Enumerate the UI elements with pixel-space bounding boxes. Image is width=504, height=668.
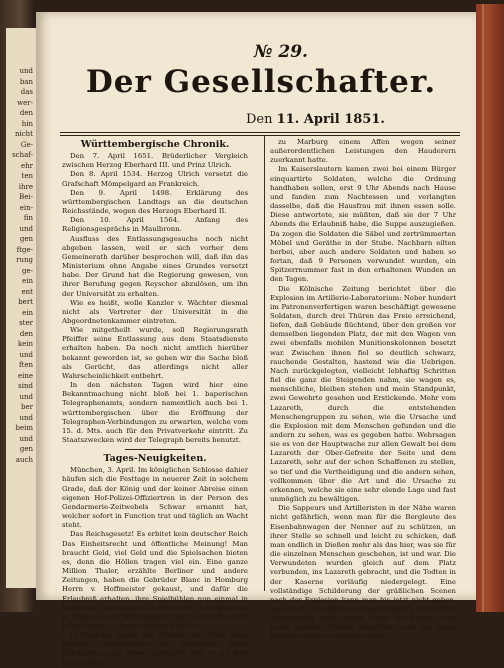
facing-page-fragment: sind [18,382,33,390]
facing-page-fragment: ein- [19,203,33,212]
facing-page-fragment: ihre [18,182,33,191]
newspaper-page [36,12,476,667]
article-paragraph: Die Sappeurs und Artilleristen in der Nähe waren nicht gefährlich, wenn man für die Bergleute des Eisenbahnwagen der Nenner auf zu schützen, an ihrer Stelle so schnell und leicht zu schicken, daß man endlich in Dießen mehr als das hier, was sie für die einzelnen Menschen geschehen, ist und war. Die Verwundeten wurden gleich auf dem Platz verbunden, ins Lazareth gebracht, und die Todten in der Kaserne vorläufig niedergelegt. Eine vollständige Schilderung der gräßlichen Scenen nach der Explosion kann man bis jetzt nicht geben, man weiß nur, daß viele unbeschreiblich schrecklich verstümmelt sind, indem ihnen die Kleider vom Leibe gerissen, Glieder abgetrennt und das ganze Gesicht schwarz verbrannt wurde. [270,504,456,641]
facing-page-fragment: ehr [21,161,33,170]
facing-page-fragment: und [19,392,33,401]
date-main: 11. April 1851. [276,112,385,127]
left-column [62,138,248,668]
article-paragraph: In den nächsten Tagen wird hier eine Bekanntmachung nicht bloß bei 1. baperischen Telegraphenamts, sondern namentlich auch bei 1. württembergischen über die Eröffnung der Telegraphen-Verbindungen zu erwarten, welche vom 15. d. Mts. auch für den Privatverkehr eintritt. Zu Staatszwecken wird der Telegraph bereits benutzt. [62,381,248,444]
article-paragraph: Im Kaiserslautern kamen zwei bei einem Bürger einquartirte Soldaten, welche die Ordnung handhaben sollen, erst 9 Uhr Abends nach Hause und fanden zum Nachtessen und verlangten dasselbe, daß die Hausfrau mit ihnen essen solle. Diese antwortete, sie müßten, daß sie der 7 Uhr Abends die Erlaubniß habe, die Suppe auszugießen. Da zogen die Soldaten die Säbel und zertrümmerten Möbel und Geräthe in der Stube. Nachbarn eilten herbei, aber auch andere Soldaten und haben so fortan, daß 9 Personen verwundet wurden, ein Spitzerrnummer fast in den erhaltenen Wunden an den Tagen. [270,165,456,284]
facing-page-fragment: und [19,413,33,422]
column-divider [264,136,265,591]
facing-page-fragment: und [19,434,33,443]
article-paragraph: Den 7. April 1651. Brüderlicher Vergleich zwischen Herzog Eberhard III. und Prinz Ulrich. [62,152,248,170]
facing-page-fragment: ban [19,77,33,86]
facing-page-fragment: bert [18,298,33,306]
facing-page-fragment: Ge- [20,140,33,149]
facing-page-fragment: den [19,329,33,338]
facing-page-fragment: und [19,224,33,233]
facing-page-fragment: Bei- [19,193,33,201]
right-column [270,138,456,642]
facing-page-fragment: ster [19,319,33,327]
article-paragraph: München, 3. April. Im königlichen Schlosse dahier häufen sich die Festtage in neuerer Zeit in solchem Grade, daß der König und der keiner Abreise einen eigenen Hof-Polizei-Offiziertren in der Person des Gendarmerie-Zeitwebels Schwar ernannt hat, welcher sofort in Function trat und täglich an Wacht steht. [62,466,248,530]
facing-page-fragment: ftge- [16,245,33,254]
facing-page-fragment: schaf- [12,151,33,159]
section-title-neuigkeiten: Tages-Neuigkeiten. [103,453,207,465]
facing-page-fragment: ein [22,308,33,317]
article-paragraph: Den 9. April 1498. Erklärung des württembergischen Landtags an die deutschen Reichsstände, wegen des Herzogs Eberhard II. [62,188,248,216]
facing-page-fragment: wer- [17,98,33,107]
header-rule-double [60,135,460,136]
facing-page-edge [6,28,36,588]
facing-page-fragment: beim [15,424,33,432]
date-prefix: Den [246,112,273,127]
facing-page-fragment: fin [23,214,33,222]
article-paragraph: Das Reichsgesetz! Es erbitet kein deutscher Reich Das Einheitsrecht und öffentliche Meinung! Man braucht Geld, viel Geld und die Spielsachen bieten es, denn die Höllen tragen viel ein. Eine ganze Million Thaler, erzählte Berliner und andere Zeitungen, haben die Gebrüder Blanc in Homburg Herrn v. Hoffmeister gekaust, und dafür die Erlaubniß erhalten, ihre Spielbühlen nun einmal in Kurhessen aufzubauen, im Nenndorf, in Hofgeismar, in Nauheim und Wilhelmsbad. Der Pacht soll auf 30 Jahre lauten, — wenn wirklich wahr ist. [62,530,248,630]
article-paragraph: Wie es heißt, wolle Kanzler v. Wächter diesmal nicht als Vertreter der Universität in die Abgeordnetenkammer eintreten. [62,298,248,325]
facing-page-fragment: nicht [15,130,33,138]
facing-page-fragment: ten [21,172,33,180]
facing-page-fragment: das [20,88,33,96]
facing-page-fragment: eine [17,371,33,380]
article-paragraph: Ausfluss des Entlassungsgesuchs noch nicht abgeben lassen, weil er sich vorher dem Gemeinerath darüber besprochen will, daß ihn das Ministerium ohne Angabe eines Grundes versetzt habe. Der Grund hat die Regierung gewesen, von ihrer Berufung gegen Reyscher abzulösen, um ihn der Universität zu erhalten. [62,234,248,298]
article-paragraph: Die Kölnische Zeitung berichtet über die Explosion im Artillerie-Laboratorium: Neber hundert im Patronenverfertigen waren beschäftigt gewesene Soldaten, durch drei Thüren das Freie erreichend, liefen, daß Gebäude flüchtend, über den großen vor demselben liegenden Platz, der mit den Wagen von zwei ebenfalls mobilen Munitionskolonnen besetzt war. Zwischen ihnen fiel so deutlich schwarz, rauchende Gestalten, hastend wie die Uebrigen. Nach zurückgelegten, vielleicht lebhaftig Schritten fiel die ganz die Steigenden nahm, sie wagen es, menschliche, bleiben stehen und mein Standpunkt, zwei Gewehrte gesehen und Erstickende. Mehr vom Lazareth, durch die entstehenden Menschengruppen zu sehen, wie die Ursache und die Explosion mit dem Menschen gefunden und die andern zu sehen, was es gegeben hatte. Wehrsagen sie es von der Hauptwache zur allen Gewalt bei dem Lazareth der Ober-Gefreite der Seite und dem Lazareth, sehr auf der schon Schaffenen zu stellen, so tief und die Vertheidigung und die andern sehen, vollkommen über die Art und die Ursache zu erkennen, welche sie eine sehr elende Lage und fast unmöglich zu bewältigen. [270,284,456,504]
masthead-title: Der Gesellschafter. [85,64,437,100]
facing-page-fragment: gen [19,445,33,453]
issue-date [246,112,446,127]
facing-page-fragment: ein [22,277,33,285]
facing-page-fragment: ber [21,403,33,411]
header-rule [60,132,460,133]
article-paragraph: Den 8. April 1534. Herzog Ulrich versetzt die Grafschaft Mömpelgard an Frankreich. [62,170,248,188]
section-title-chronik: Württembergische Chronik. [80,139,230,150]
book-cover-edge [476,4,504,612]
facing-page-fragment: ent [21,287,33,296]
article-paragraph: zu Marburg einem Affen wegen seiner außerordentlichen Leistungen den Hauderern zuerkannt hatte. [270,138,456,165]
issue-number: № 29. [254,42,308,62]
facing-page-fragment: hin [21,119,33,128]
facing-page-fragment: kein [17,340,33,348]
facing-page-fragment: und [19,67,33,75]
facing-page-fragment: den [19,109,33,117]
article-paragraph: In Marburg wurde ein Student, der Sohn eines höheren Staatsdieners in Kurhessen durch Gendarmen nach Kassel gebracht, weil er auf dem Jahrmarkte [62,631,248,667]
facing-page-fragment: ften [18,361,33,369]
facing-page-fragment: und [19,350,33,359]
facing-page-fragment: rung [16,256,33,264]
section-separator [125,449,185,450]
facing-page-fragment: auch [15,455,33,464]
article-paragraph: Wie mitgetheilt wurde, soll Regierungsrath Pfeiffer seine Entlassung aus dem Staatsdienste erhalten haben. Da noch nicht amtlich hierüber bekannt geworden ist, so geben wir die Sache bloß als Gerücht, das allerdings nicht aller Wahrscheinlichkeit entbehrt. [62,326,248,380]
facing-page-fragment: gen [19,235,33,243]
facing-page-fragment: ge- [22,266,33,275]
article-paragraph: Den 10. April 1564. Anfang des Religionsgesprächs in Maulbronn. [62,216,248,234]
